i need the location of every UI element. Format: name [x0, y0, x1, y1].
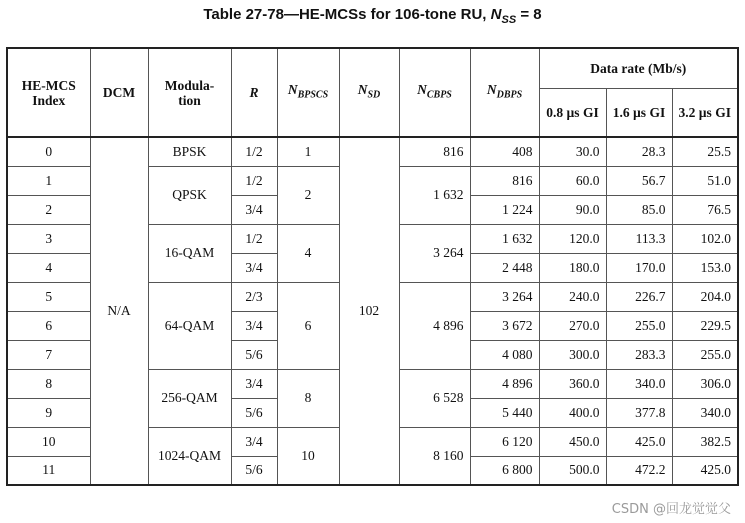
mcs-index-cell: 1 — [7, 166, 90, 195]
ndbps-cell: 3 264 — [470, 282, 539, 311]
nbpscs-cell: 4 — [277, 224, 339, 282]
header-modulation: Modula-tion — [148, 48, 231, 137]
rate-cell: 2/3 — [231, 282, 277, 311]
rate-cell: 3/4 — [231, 369, 277, 398]
mcs-index-cell: 9 — [7, 398, 90, 427]
header-ncbps: $N_{CBPS}$ — [399, 48, 470, 137]
ndbps-cell: 816 — [470, 166, 539, 195]
header-mcs-index: HE-MCS Index — [7, 48, 90, 137]
gi-32-cell: 25.5 — [672, 137, 738, 166]
gi-16-cell: 226.7 — [606, 282, 672, 311]
gi-08-cell: 30.0 — [539, 137, 606, 166]
mcs-index-cell: 10 — [7, 427, 90, 456]
header-nbpscs: $N_{BPSCS}$ — [277, 48, 339, 137]
gi-32-cell: 229.5 — [672, 311, 738, 340]
gi-32-cell: 51.0 — [672, 166, 738, 195]
modulation-cell: 16-QAM — [148, 224, 231, 282]
gi-16-cell: 85.0 — [606, 195, 672, 224]
modulation-cell: 1024-QAM — [148, 427, 231, 485]
gi-32-cell: 382.5 — [672, 427, 738, 456]
ndbps-cell: 6 800 — [470, 456, 539, 485]
modulation-cell: QPSK — [148, 166, 231, 224]
ndbps-cell: 1 224 — [470, 195, 539, 224]
gi-08-cell: 300.0 — [539, 340, 606, 369]
gi-16-cell: 255.0 — [606, 311, 672, 340]
gi-32-cell: 255.0 — [672, 340, 738, 369]
gi-08-cell: 500.0 — [539, 456, 606, 485]
rate-cell: 1/2 — [231, 166, 277, 195]
gi-08-cell: 360.0 — [539, 369, 606, 398]
header-data-rate: Data rate (Mb/s) — [539, 48, 738, 88]
header-gi-32: 3.2 µs GI — [672, 88, 738, 137]
gi-16-cell: 56.7 — [606, 166, 672, 195]
ncbps-cell: 8 160 — [399, 427, 470, 485]
he-mcs-table — [6, 47, 739, 486]
ndbps-cell: 3 672 — [470, 311, 539, 340]
nsd-cell: 102 — [339, 137, 399, 485]
gi-08-cell: 450.0 — [539, 427, 606, 456]
nbpscs-cell: 6 — [277, 282, 339, 369]
rate-cell: 1/2 — [231, 137, 277, 166]
gi-32-cell: 425.0 — [672, 456, 738, 485]
mcs-index-cell: 7 — [7, 340, 90, 369]
modulation-cell: BPSK — [148, 137, 231, 166]
gi-16-cell: 377.8 — [606, 398, 672, 427]
rate-cell: 5/6 — [231, 340, 277, 369]
mcs-index-cell: 2 — [7, 195, 90, 224]
nbpscs-cell: 1 — [277, 137, 339, 166]
ndbps-cell: 4 080 — [470, 340, 539, 369]
ncbps-cell: 6 528 — [399, 369, 470, 427]
gi-16-cell: 170.0 — [606, 253, 672, 282]
gi-08-cell: 90.0 — [539, 195, 606, 224]
rate-cell: 3/4 — [231, 427, 277, 456]
ndbps-cell: 1 632 — [470, 224, 539, 253]
mcs-index-cell: 8 — [7, 369, 90, 398]
gi-08-cell: 270.0 — [539, 311, 606, 340]
gi-16-cell: 113.3 — [606, 224, 672, 253]
gi-32-cell: 102.0 — [672, 224, 738, 253]
dcm-cell: N/A — [90, 137, 148, 485]
table-row — [7, 137, 738, 166]
mcs-index-cell: 0 — [7, 137, 90, 166]
mcs-index-cell: 4 — [7, 253, 90, 282]
mcs-index-cell: 3 — [7, 224, 90, 253]
gi-16-cell: 28.3 — [606, 137, 672, 166]
gi-32-cell: 340.0 — [672, 398, 738, 427]
gi-08-cell: 60.0 — [539, 166, 606, 195]
modulation-cell: 256-QAM — [148, 369, 231, 427]
gi-16-cell: 283.3 — [606, 340, 672, 369]
ndbps-cell: 6 120 — [470, 427, 539, 456]
watermark: CSDN @回龙觉觉父 — [611, 502, 731, 517]
header-nsd: $N_{SD}$ — [339, 48, 399, 137]
gi-08-cell: 120.0 — [539, 224, 606, 253]
ncbps-cell: 1 632 — [399, 166, 470, 224]
gi-16-cell: 340.0 — [606, 369, 672, 398]
gi-08-cell: 180.0 — [539, 253, 606, 282]
ncbps-cell: 4 896 — [399, 282, 470, 369]
header-r: R — [231, 48, 277, 137]
mcs-index-cell: 6 — [7, 311, 90, 340]
table-title: Table 27-78—HE-MCSs for 106-tone RU, $N_{SS} = 8$ — [203, 6, 542, 26]
ncbps-cell: 3 264 — [399, 224, 470, 282]
ndbps-cell: 408 — [470, 137, 539, 166]
ndbps-cell: 2 448 — [470, 253, 539, 282]
gi-32-cell: 76.5 — [672, 195, 738, 224]
mcs-index-cell: 5 — [7, 282, 90, 311]
header-gi-08: 0.8 µs GI — [539, 88, 606, 137]
nbpscs-cell: 10 — [277, 427, 339, 485]
header-ndbps: $N_{DBPS}$ — [470, 48, 539, 137]
header-gi-16: 1.6 µs GI — [606, 88, 672, 137]
nbpscs-cell: 2 — [277, 166, 339, 224]
gi-32-cell: 204.0 — [672, 282, 738, 311]
gi-32-cell: 153.0 — [672, 253, 738, 282]
modulation-cell: 64-QAM — [148, 282, 231, 369]
gi-16-cell: 425.0 — [606, 427, 672, 456]
rate-cell: 5/6 — [231, 456, 277, 485]
gi-16-cell: 472.2 — [606, 456, 672, 485]
rate-cell: 3/4 — [231, 311, 277, 340]
ncbps-cell: 816 — [399, 137, 470, 166]
gi-08-cell: 240.0 — [539, 282, 606, 311]
rate-cell: 3/4 — [231, 253, 277, 282]
rate-cell: 5/6 — [231, 398, 277, 427]
ndbps-cell: 5 440 — [470, 398, 539, 427]
nbpscs-cell: 8 — [277, 369, 339, 427]
header-dcm: DCM — [90, 48, 148, 137]
gi-08-cell: 400.0 — [539, 398, 606, 427]
rate-cell: 1/2 — [231, 224, 277, 253]
rate-cell: 3/4 — [231, 195, 277, 224]
ndbps-cell: 4 896 — [470, 369, 539, 398]
mcs-index-cell: 11 — [7, 456, 90, 485]
gi-32-cell: 306.0 — [672, 369, 738, 398]
